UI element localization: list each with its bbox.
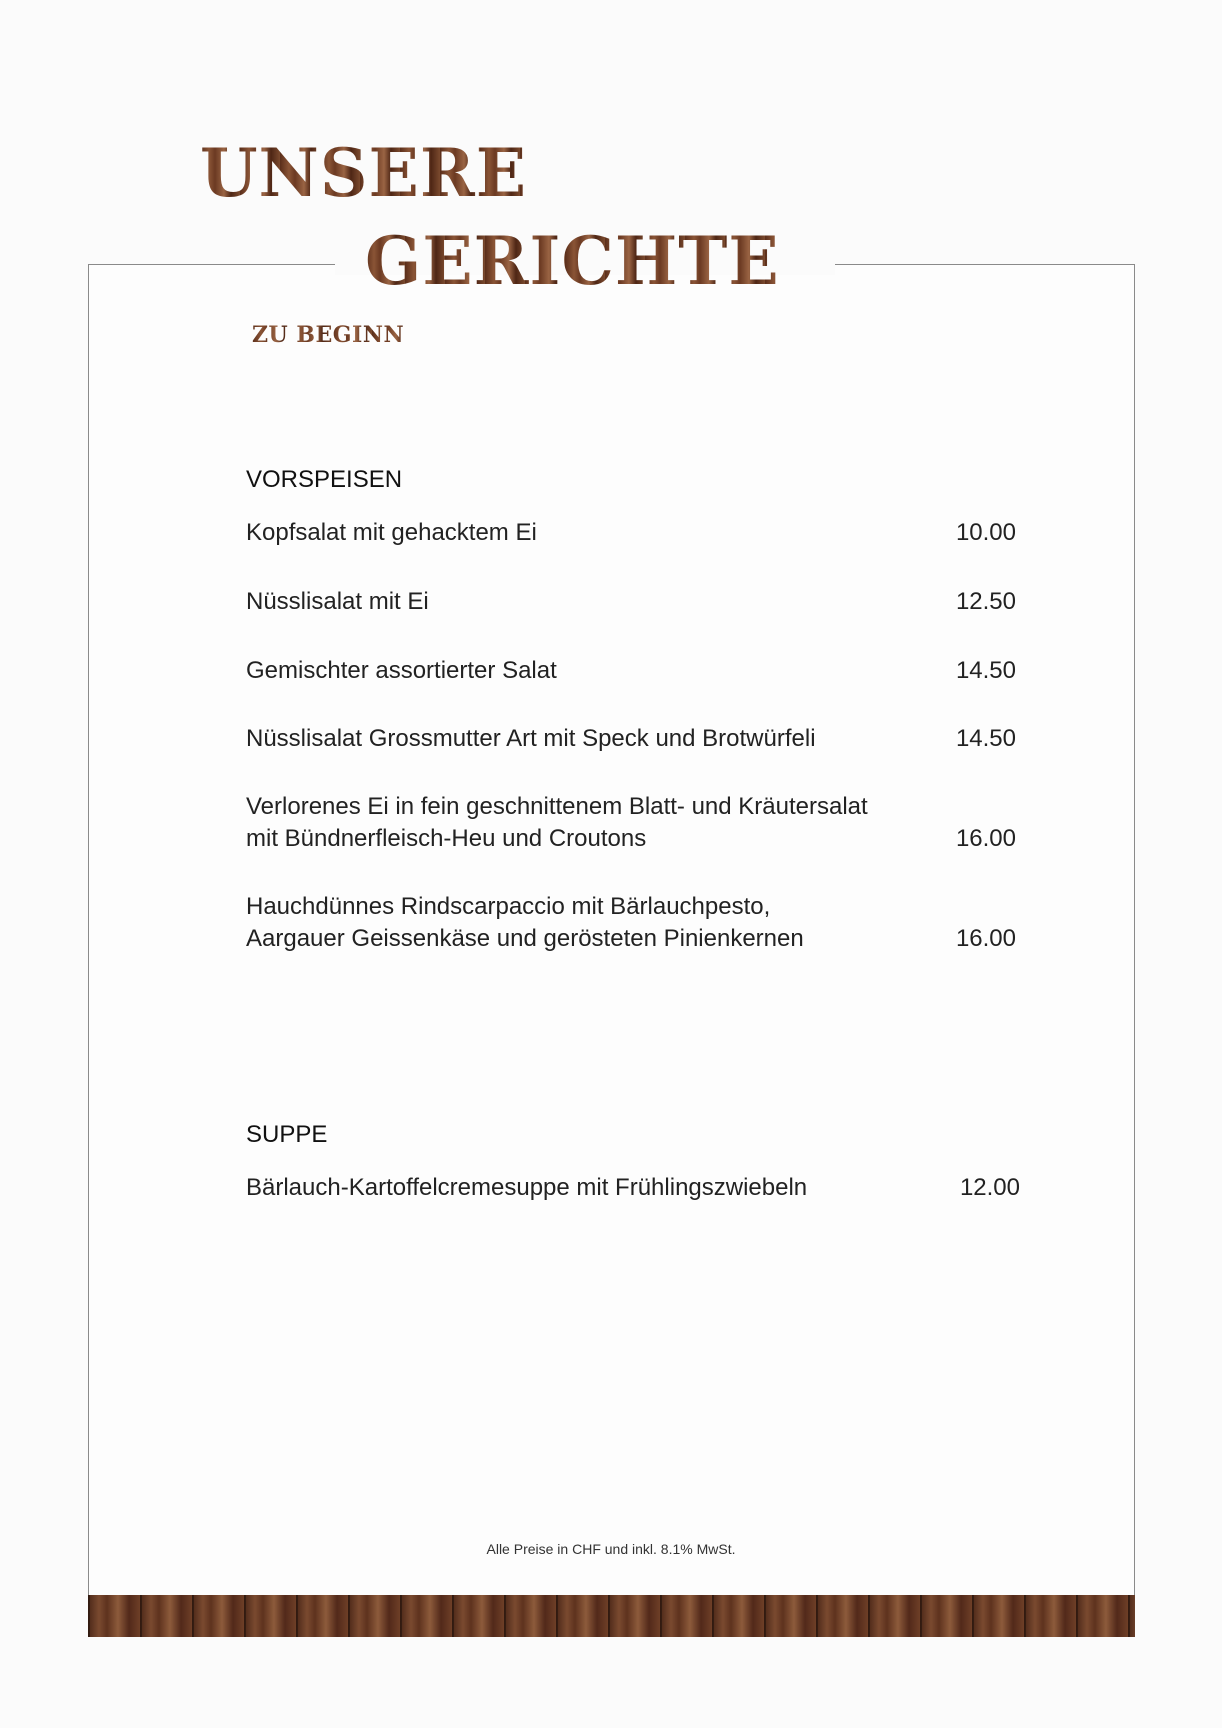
- menu-item-name: Kopfsalat mit gehacktem Ei: [246, 519, 537, 546]
- menu-item-price: 12.00: [959, 1174, 1020, 1201]
- menu-item-price: 10.00: [955, 519, 1016, 546]
- section-title-vorspeisen: VORSPEISEN: [246, 466, 403, 493]
- menu-item-name: Gemischter assortierter Salat: [246, 657, 557, 684]
- menu-item-name-line-2: mit Bündnerfleisch-Heu und Croutons: [246, 825, 647, 852]
- price-note: Alle Preise in CHF und inkl. 8.1% MwSt.: [486, 1541, 736, 1557]
- menu-item-name-line-1: Verlorenes Ei in fein geschnittenem Blatt- und Kräutersalat: [246, 793, 868, 820]
- section-title-suppe: SUPPE: [246, 1121, 328, 1148]
- title-line-1: UNSERE: [200, 134, 528, 212]
- menu-item-name: Bärlauch-Kartoffelcremesuppe mit Frühlingszwiebeln: [246, 1174, 808, 1201]
- menu-item-name: Nüsslisalat Grossmutter Art mit Speck und Brotwürfeli: [246, 725, 816, 752]
- menu-item-price: 12.50: [955, 588, 1016, 615]
- subtitle: ZU BEGINN: [252, 322, 405, 348]
- menu-item-name-line-2: Aargauer Geissenkäse und gerösteten Pinienkernen: [246, 925, 804, 952]
- menu-item-price: 16.00: [955, 825, 1016, 852]
- menu-item-name: Nüsslisalat mit Ei: [246, 588, 429, 615]
- menu-item-price: 14.50: [955, 657, 1016, 684]
- menu-item-price: 16.00: [955, 925, 1016, 952]
- wood-footer-strip: [88, 1595, 1135, 1637]
- menu-item-name-line-1: Hauchdünnes Rindscarpaccio mit Bärlauchpesto,: [246, 893, 771, 920]
- menu-item-price: 14.50: [955, 725, 1016, 752]
- title-line-2: GERICHTE: [365, 222, 780, 300]
